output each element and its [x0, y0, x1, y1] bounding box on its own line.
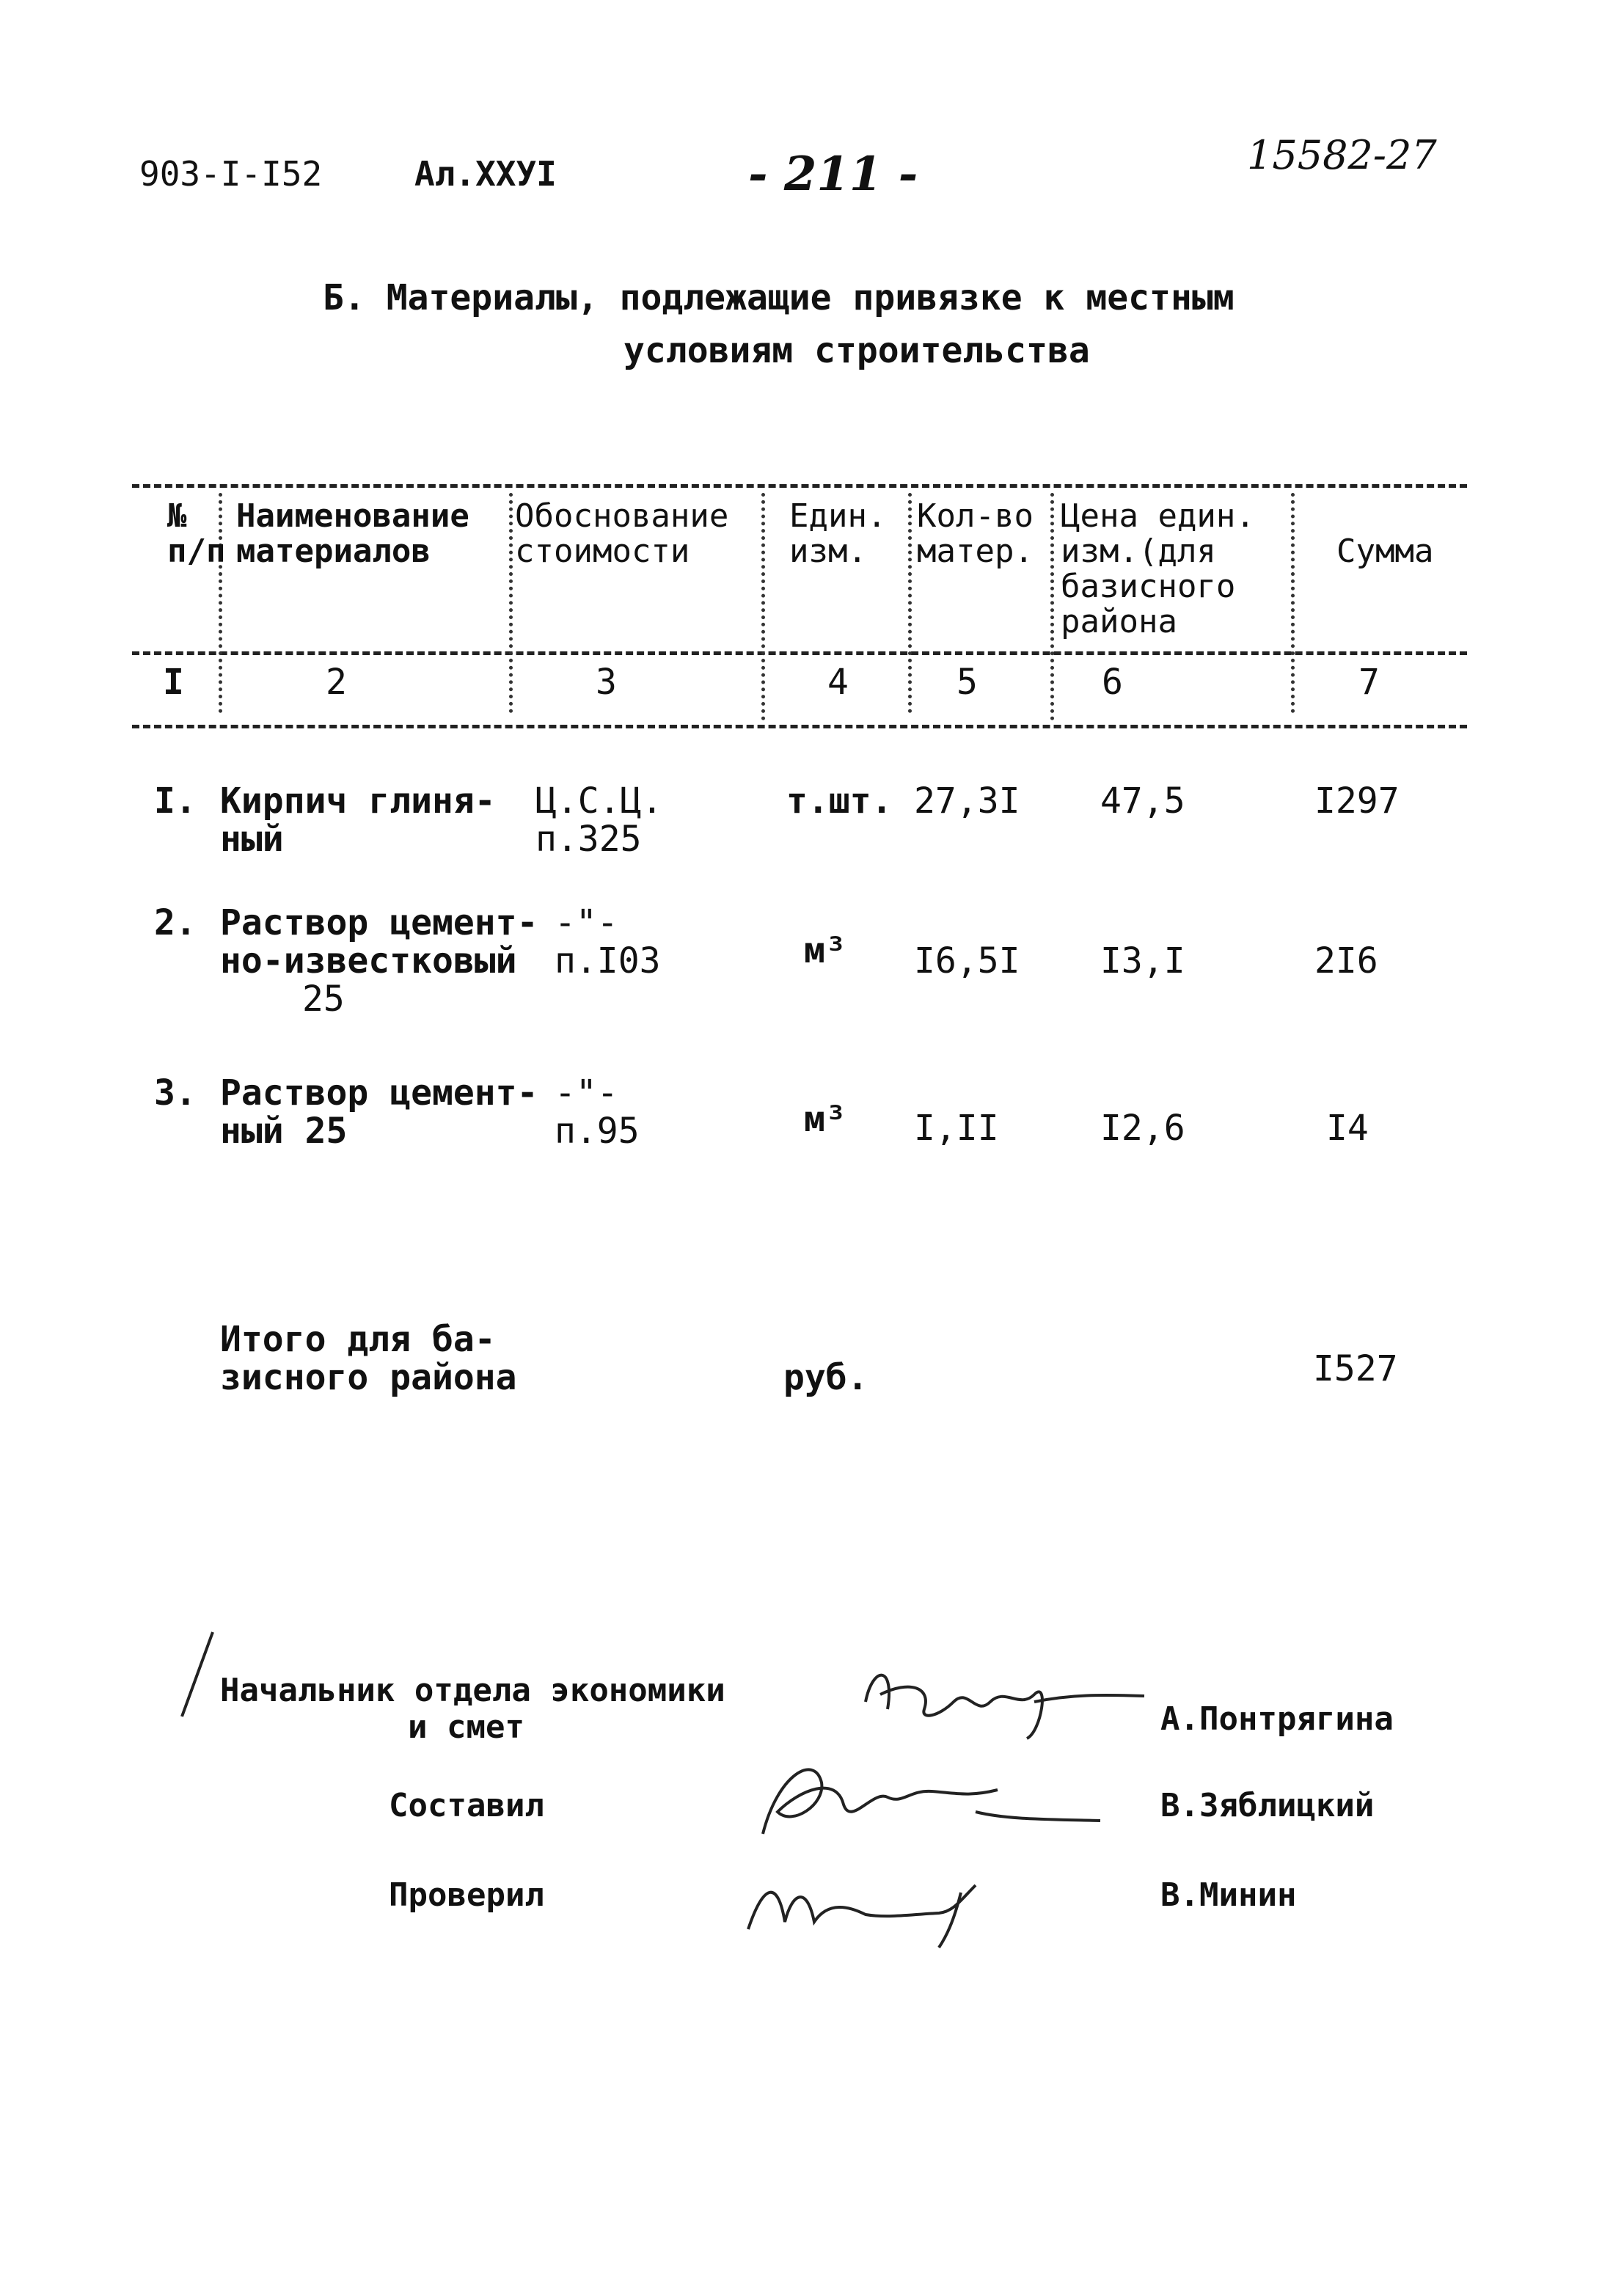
section-title-line1: Б. Материалы, подлежащие привязке к местным	[323, 277, 1235, 318]
column-number: 5	[957, 662, 978, 703]
column-number: 4	[827, 662, 849, 703]
cost-basis: -"- п.I03	[555, 902, 661, 981]
sum: 2I6	[1314, 940, 1378, 981]
column-separator	[908, 493, 912, 713]
material-name: Раствор цемент- но-известковый 25	[220, 902, 538, 1020]
signature-role-head: Начальник отдела экономики и смет	[220, 1672, 725, 1746]
column-number: I	[163, 662, 184, 703]
material-name: Кирпич глиня- ный	[220, 780, 496, 860]
unit-price: I2,6	[1100, 1108, 1185, 1149]
album-number: Ал.XXУI	[414, 154, 557, 194]
table-numbers-rule	[132, 725, 1467, 728]
unit: т.шт.	[786, 780, 893, 822]
signature-role-checked: Проверил	[389, 1876, 544, 1914]
column-separator	[509, 493, 513, 713]
column-number: 7	[1358, 662, 1380, 703]
signature-role-compiled: Составил	[389, 1787, 544, 1824]
column-number: 2	[326, 662, 347, 703]
unit: м³	[804, 1099, 846, 1140]
cost-basis: Ц.С.Ц. п.325	[535, 780, 663, 860]
total-label: Итого для ба- зисного района	[220, 1319, 517, 1398]
table-top-rule	[132, 484, 1467, 488]
table-header-rule	[132, 651, 1467, 655]
column-header-name: Наименование материалов	[236, 497, 469, 570]
cost-basis: -"- п.95	[555, 1072, 640, 1152]
column-header-unit-price: Цена един. изм.(для базисного района	[1061, 497, 1255, 640]
total-unit: руб.	[783, 1357, 868, 1398]
handwritten-signature	[851, 1650, 1159, 1746]
quantity: I,II	[914, 1108, 999, 1149]
row-number: I.	[154, 780, 197, 822]
column-header-sum: Сумма	[1336, 533, 1434, 570]
column-header-basis: Обоснование стоимости	[515, 497, 729, 570]
row-number: 3.	[154, 1072, 197, 1114]
column-header-unit: Един. изм.	[789, 497, 887, 570]
archive-number: 15582-27	[1247, 132, 1437, 178]
unit-price: I3,I	[1100, 940, 1185, 981]
unit: м³	[804, 930, 846, 971]
page-number: - 211 -	[748, 147, 918, 202]
material-name: Раствор цемент- ный 25	[220, 1072, 538, 1152]
column-number: 6	[1102, 662, 1123, 703]
column-separator	[761, 493, 765, 720]
signatory-name-head: А.Понтрягина	[1160, 1700, 1394, 1738]
column-separator	[1050, 493, 1054, 720]
margin-slash-mark	[176, 1628, 220, 1724]
document-code: 903-I-I52	[139, 154, 323, 194]
handwritten-signature	[734, 1746, 1115, 1856]
column-number: 3	[596, 662, 617, 703]
quantity: I6,5I	[914, 940, 1020, 981]
section-title-line2: условиям строительства	[623, 330, 1090, 371]
handwritten-signature	[741, 1856, 1020, 1951]
row-number: 2.	[154, 902, 197, 943]
signatory-name-checked: В.Минин	[1160, 1876, 1297, 1914]
total-sum: I527	[1313, 1348, 1398, 1389]
quantity: 27,3I	[914, 780, 1020, 822]
sum: I4	[1326, 1108, 1369, 1149]
column-header-quantity: Кол-во матер.	[917, 497, 1034, 570]
column-header-number: № п/п	[167, 497, 226, 570]
signatory-name-compiled: В.Зяблицкий	[1160, 1787, 1375, 1824]
unit-price: 47,5	[1100, 780, 1185, 822]
sum: I297	[1314, 780, 1400, 822]
column-separator	[1291, 493, 1295, 713]
